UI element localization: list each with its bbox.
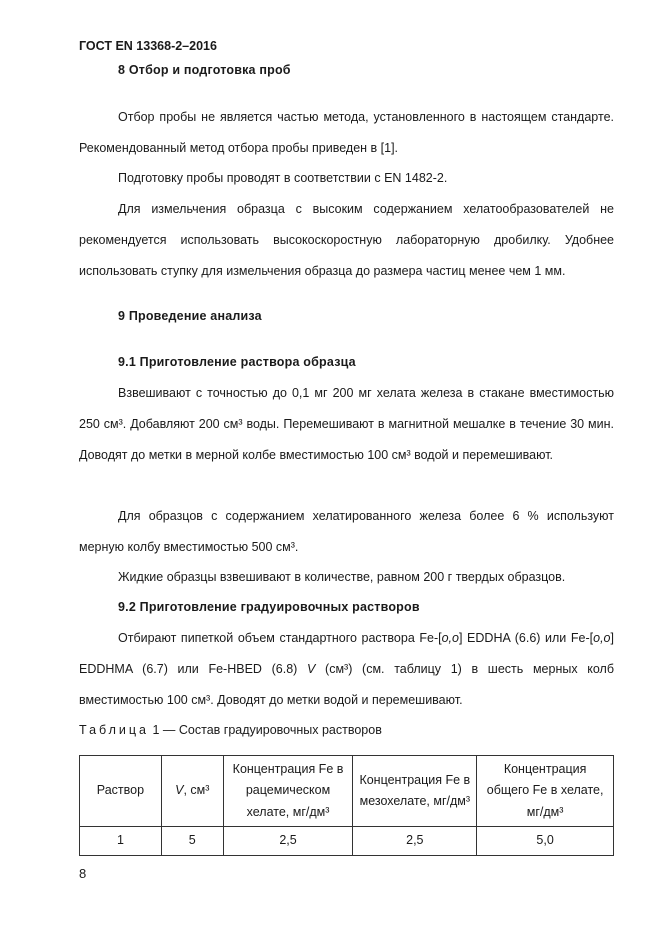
isomer-notation: o,o — [441, 631, 459, 645]
section-8-paragraph-2: Подготовку пробы проводят в соответствии с EN 1482-2. — [118, 171, 448, 185]
paragraph-text-part: ] EDDHA (6.6) или Fe-[ — [458, 631, 594, 645]
paragraph-text-part: Отбирают пипеткой объем стандартного раствора Fe-[ — [118, 631, 442, 645]
table-cell: 2,5 — [353, 827, 477, 856]
table-header-row — [80, 756, 614, 827]
section-9-1-paragraph-1: Взвешивают с точностью до 0,1 мг 200 мг хелата железа в стакане вместимостью 250 см³. Добавляют 200 см³ воды. Перемешивают в магнитной мешалке в течение 30 мин. Доводят до метки в мерной колбе вместимостью 100 см³ водой и перемешивают. — [79, 386, 614, 462]
volume-symbol: V — [307, 662, 316, 676]
table-header-cell: Концентрация Fe в мезохелате, мг/дм³ — [353, 756, 477, 827]
table-header-cell: Раствор — [80, 756, 162, 827]
table-cell: 1 — [80, 827, 162, 856]
table-caption-label: Таблица — [79, 723, 150, 737]
isomer-notation: o,o — [593, 631, 611, 645]
section-8-paragraph-1: Отбор пробы не является частью метода, установленного в настоящем стандарте. Рекомендованный метод отбора пробы приведен в [1]. — [79, 110, 614, 155]
section-9-1-title: 9.1 Приготовление раствора образца — [118, 355, 356, 369]
section-9-1-paragraph-3: Жидкие образцы взвешивают в количестве, равном 200 г твердых образцов. — [118, 570, 566, 584]
table-cell: 2,5 — [223, 827, 353, 856]
table-header-cell — [161, 756, 223, 827]
table-row — [80, 827, 614, 856]
paragraph-text-part: (см³) (см. таблицу 1) в шесть мерных колб вместимостью 100 см³. Доводят до метки водой и перемешивают. — [79, 662, 614, 707]
page-number: 8 — [79, 866, 87, 881]
table-cell: 5,0 — [477, 827, 614, 856]
section-9-title: 9 Проведение анализа — [118, 309, 262, 323]
volume-symbol: V — [175, 783, 184, 798]
paragraph-text-part: ] EDDHMA (6.7) или Fe-HBED (6.8) — [79, 631, 614, 676]
document-code-header: ГОСТ EN 13368-2–2016 — [79, 39, 217, 53]
section-8-paragraph-3: Для измельчения образца с высоким содержанием хелатообразователей не рекомендуется использовать высокоскоростную лабораторную дробилку. Удобнее использовать ступку для измельчения образца до размера частиц менее чем 1 мм. — [79, 202, 614, 278]
unit-text: , см³ — [183, 783, 210, 798]
section-9-2-paragraph-1 — [79, 623, 614, 716]
table-caption — [79, 723, 382, 737]
calibration-solutions-table — [79, 755, 614, 856]
table-caption-text: 1 — Состав градуировочных растворов — [149, 723, 382, 737]
section-9-2-title: 9.2 Приготовление градуировочных растворов — [118, 600, 420, 614]
section-9-1-paragraph-2: Для образцов с содержанием хелатированного железа более 6 % используют мерную колбу вместимостью 500 см³. — [79, 509, 614, 554]
section-8-title: 8 Отбор и подготовка проб — [118, 63, 291, 77]
table-header-cell: Концентрация общего Fe в хелате, мг/дм³ — [477, 756, 614, 827]
table-header-cell: Концентрация Fe в рацемическом хелате, мг/дм³ — [223, 756, 353, 827]
table-cell: 5 — [161, 827, 223, 856]
